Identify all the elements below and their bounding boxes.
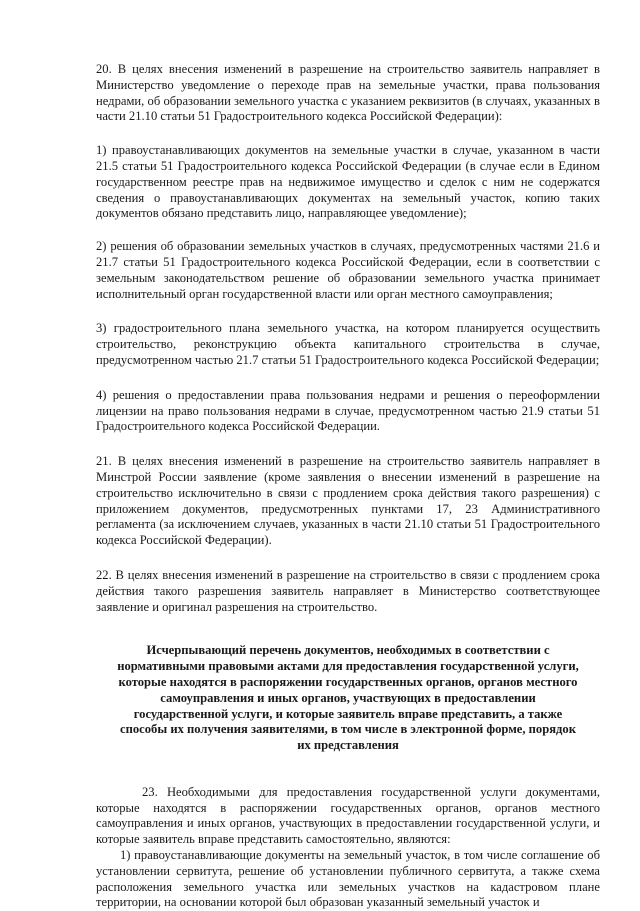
section-heading: Исчерпывающий перечень документов, необходимых в соответствии с нормативными правовыми актами для предоставления государственной услуги, которые находятся в распоряжении государственных органов, органов местного самоуправления и иных органов, участвующих в предоставлении государственной услуги, и которые заявитель вправе представить, а также способы их получения заявителями, в том числе в электронной форме, порядок их представления xyxy=(117,643,579,753)
list-item-2: 2) решения об образовании земельных участков в случаях, предусмотренных частями 21.6 и 21.7 статьи 51 Градостроительного кодекса Российской Федерации, если в соответствии с земельным законодательством решение об образовании земельного участка принимает исполнительный орган государственной власти или орган местного самоуправления; xyxy=(96,239,600,301)
paragraph-21: 21. В целях внесения изменений в разрешение на строительство заявитель направляет в Минстрой России заявление (кроме заявления о внесении изменений в разрешение на строительство исключительно в связи с продлением срока действия такого разрешения) с приложением документов, предусмотренных пунктами 17, 23 Административного регламента (за исключением случаев, указанных в части 21.10 статьи 51 Градостроительного кодекса Российской Федерации). xyxy=(96,454,600,548)
list-item-1: 1) правоустанавливающих документов на земельные участки в случае, указанном в части 21.5 статьи 51 Градостроительного кодекса Российской Федерации (в случае если в Едином государственном реестре прав на недвижимое имущество и сделок с ним не содержатся сведения о правоустанавливающих документах на земельный участок, копию таких документов обязано представить лицо, направляющее уведомление); xyxy=(96,143,600,221)
paragraph-20: 20. В целях внесения изменений в разрешение на строительство заявитель направляет в Министерство уведомление о переходе прав на земельные участки, права пользования недрами, об образовании земельного участка с указанием реквизитов (в случаях, указанных в части 21.10 статьи 51 Градостроительного кодекса Российской Федерации): xyxy=(96,62,600,124)
paragraph-23-item-1: 1) правоустанавливающие документы на земельный участок, в том числе соглашение об установлении сервитута, решение об установлении публичного сервитута, а также схема расположения земельного участка или земельных участков на кадастровом плане территории, на основании которой был образован указанный земельный участок и xyxy=(96,848,600,910)
list-item-4: 4) решения о предоставлении права пользования недрами и решения о переоформлении лицензии на право пользования недрами в случае, предусмотренном частью 21.9 статьи 51 Градостроительного кодекса Российской Федерации. xyxy=(96,387,600,434)
paragraph-22: 22. В целях внесения изменений в разрешение на строительство в связи с продлением срока действия такого разрешения заявитель направляет в Министерство соответствующее заявление и оригинал разрешения на строительство. xyxy=(96,567,600,614)
paragraph-23: 23. Необходимыми для предоставления государственной услуги документами, которые находятся в распоряжении государственных органов, органов местного самоуправления и иных органов, участвующих в предоставлении государственной услуги, и которые заявитель вправе представить самостоятельно, являются: xyxy=(96,784,600,847)
list-item-3: 3) градостроительного плана земельного участка, на котором планируется осуществить строительство, реконструкцию объекта капитального строительства в случае, предусмотренном частью 21.7 статьи 51 Градостроительного кодекса Российской Федерации; xyxy=(96,321,600,367)
document-page xyxy=(96,62,600,911)
